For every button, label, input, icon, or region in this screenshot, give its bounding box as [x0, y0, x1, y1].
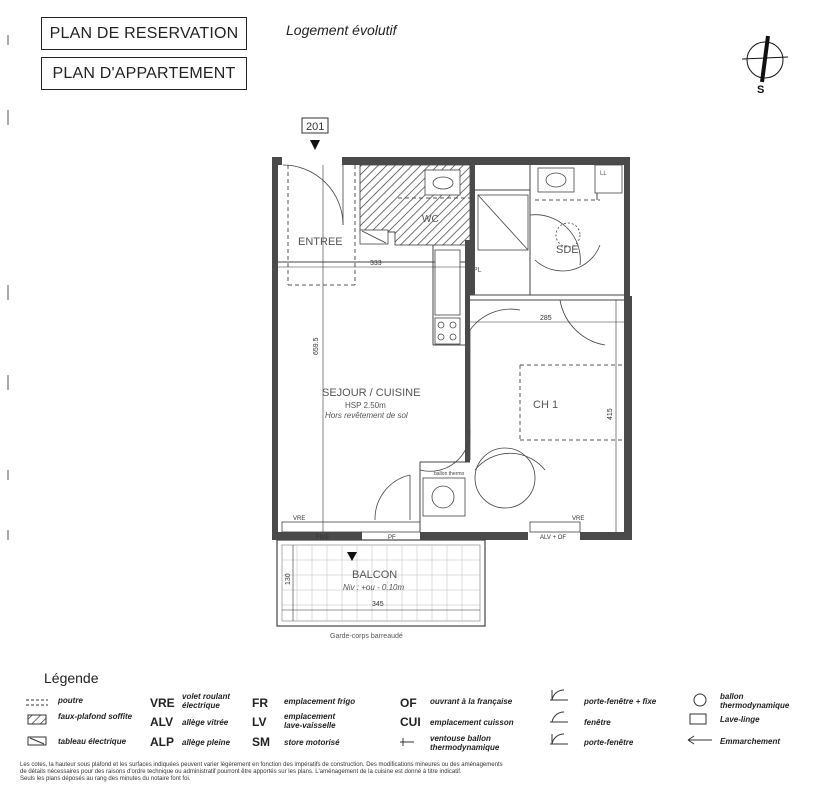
- legend-lv-code: LV: [252, 715, 267, 729]
- room-wc: WC: [422, 214, 439, 225]
- legend-ballon: ballon thermodynamique: [720, 692, 790, 710]
- legend-of-text: ouvrant à la française: [430, 697, 513, 706]
- legend-alp-text: allège pleine: [182, 738, 231, 747]
- sejour-hsp: HSP 2.50m: [345, 401, 386, 410]
- label-fixe: FIXE: [316, 535, 330, 541]
- legend-emmarchement: Emmarchement: [720, 737, 781, 746]
- lave-linge-legend-icon: [690, 714, 706, 724]
- room-sde: SDE: [556, 244, 579, 256]
- legend-porte-fenetre: porte-fenêtre: [584, 738, 634, 747]
- sink-icon: [546, 173, 566, 187]
- legend-alv-code: ALV: [150, 715, 174, 729]
- room-sejour: SEJOUR / CUISINE: [322, 387, 421, 399]
- legend-sm-text: store motorisé: [284, 738, 340, 747]
- label-alv-of: ALV + OF: [540, 535, 567, 541]
- legend-alv-text: allège vitrée: [182, 718, 229, 727]
- title-text-2: PLAN D'APPARTEMENT: [52, 64, 236, 82]
- faux-plafond-icon: [28, 715, 46, 724]
- legend-ventouse: ventouse ballon thermodynamique: [430, 734, 500, 752]
- cooktop-icon: [435, 318, 460, 344]
- legend-of-code: OF: [400, 696, 417, 710]
- notes-line-3: Seuls les plans déposés au rang des minutes du notaire font foi.: [20, 776, 191, 782]
- dim-130: 130: [285, 573, 292, 585]
- notes-line-1: Les cotes, la hauteur sous plafond et les surfaces indiquées peuvent varier légèrement en fonction des impératifs de construction. Des modifications mineures ou des aménagements: [20, 762, 503, 768]
- title-text-1: PLAN DE RESERVATION: [49, 24, 239, 42]
- room-ch1: CH 1: [533, 399, 559, 411]
- dim-333: 333: [370, 260, 382, 267]
- label-vre-1: VRE: [293, 516, 306, 522]
- footer-notes: [20, 762, 580, 783]
- pf-fixe-icon: [550, 690, 568, 700]
- label-pl: PL: [473, 267, 482, 274]
- emmarchement-icon: [688, 736, 712, 744]
- entry-arrow-icon: [310, 140, 320, 150]
- dim-659: 659.5: [313, 337, 320, 355]
- balcon-niv: Niv : +ou - 0.10m: [343, 583, 405, 592]
- ventouse-icon: [400, 738, 414, 746]
- legend-cui-code: CUI: [400, 715, 421, 729]
- legend-alp-code: ALP: [150, 735, 174, 749]
- subtitle: Logement évolutif: [286, 22, 397, 38]
- compass-icon: [742, 36, 788, 82]
- label-pf: PF: [388, 535, 396, 541]
- legend-fr-code: FR: [252, 696, 268, 710]
- wc-bowl-icon: [433, 177, 453, 189]
- lave-linge-icon: [595, 165, 622, 193]
- fenetre-icon: [550, 712, 568, 722]
- room-entree: ENTREE: [298, 236, 343, 248]
- label-ll: LL: [600, 171, 607, 177]
- legend-pf-fixe: porte-fenêtre + fixe: [584, 697, 657, 706]
- dim-285: 285: [540, 315, 552, 322]
- legend-tableau: tableau électrique: [58, 737, 127, 746]
- legend-vre-text: volet roulant électrique: [182, 692, 231, 710]
- legend-lave-linge: Lave-linge: [720, 715, 760, 724]
- counter-icon: [435, 250, 460, 315]
- legend-fr-text: emplacement frigo: [284, 697, 356, 706]
- porte-fenetre-icon: [550, 734, 568, 744]
- legend-fenetre: fenêtre: [584, 718, 611, 727]
- notes-line-2: de détails nécessaires pour des raisons d'ordre technique ou administratif pourront être apportés sur les plans. L'aménagement de la cuisine est donné à titre indicatif.: [20, 769, 462, 775]
- legend-cui-text: emplacement cuisson: [430, 718, 514, 727]
- legend-vre-code: VRE: [150, 696, 175, 710]
- legend-poutre: poutre: [58, 696, 83, 705]
- label-vre-2: VRE: [572, 516, 585, 522]
- ballon-legend-icon: [694, 694, 706, 706]
- room-balcon: BALCON: [352, 569, 398, 581]
- dim-345: 345: [372, 601, 384, 608]
- legend-title: Légende: [44, 670, 99, 686]
- dim-415: 415: [607, 408, 614, 420]
- legend-sm-code: SM: [252, 735, 270, 749]
- sejour-note: Hors revêtement de sol: [325, 411, 408, 420]
- label-garde-corps: Garde-corps barreaudé: [330, 633, 403, 640]
- apartment-number: 201: [306, 121, 325, 133]
- legend-lv-text: emplacement lave-vaisselle: [284, 712, 336, 730]
- ballon-text: ballon thermo: [434, 471, 465, 477]
- legend-faux-plafond: faux-plafond soffite: [58, 712, 133, 721]
- compass-label: S: [757, 84, 765, 96]
